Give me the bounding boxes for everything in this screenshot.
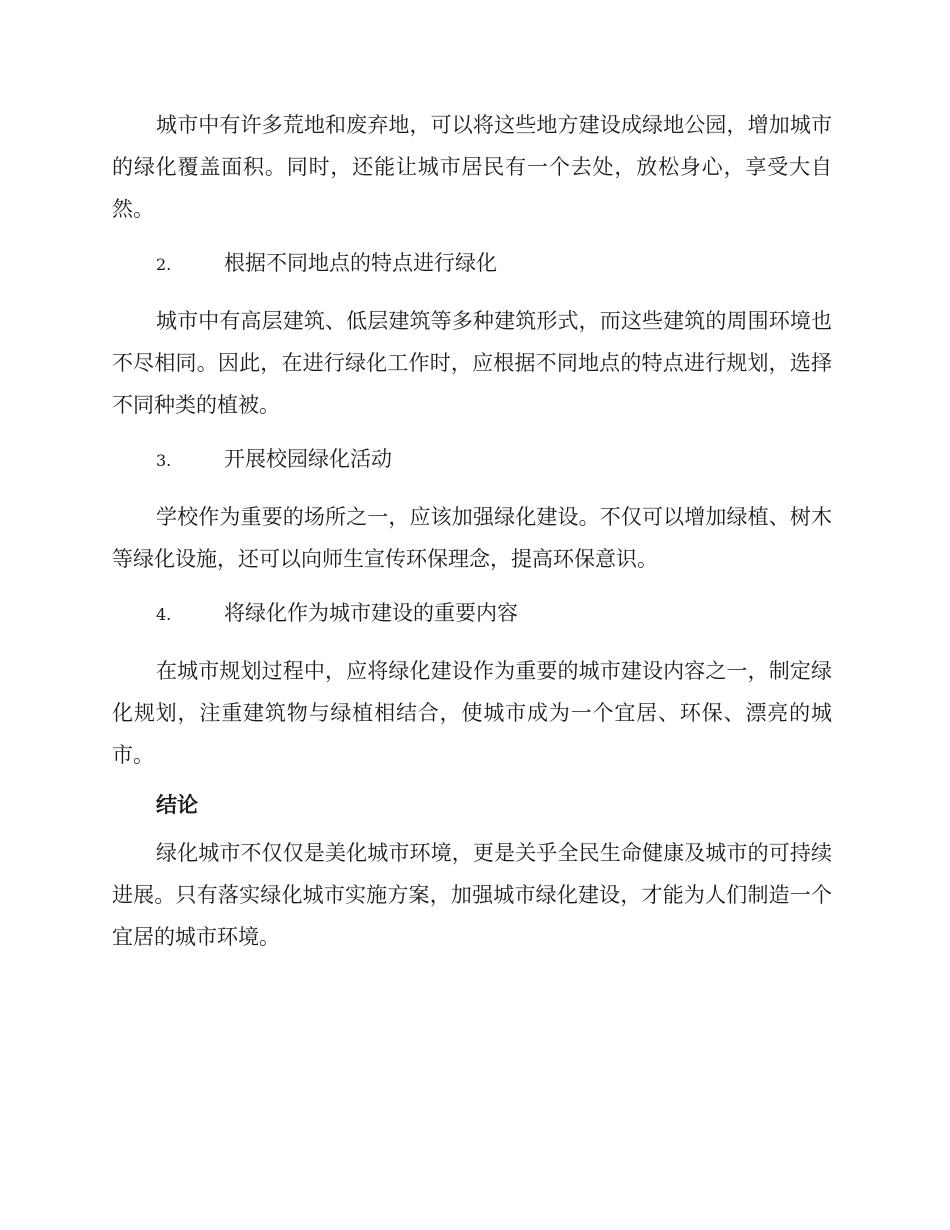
paragraph-wasteland-parks: 城市中有许多荒地和废弃地，可以将这些地方建设成绿地公园，增加城市的绿化覆盖面积。同时，还能让城市居民有一个去处，放松身心，享受大自然。 — [112, 113, 832, 221]
list-item-4 — [112, 592, 832, 636]
paragraph-conclusion: 绿化城市不仅仅是美化城市环境，更是关乎全民生命健康及城市的可持续进展。只有落实绿化城市实施方案，加强城市绿化建设，才能为人们制造一个宜居的城市环境。 — [112, 841, 832, 949]
list-number: 3. — [156, 451, 172, 470]
list-item-title: 将绿化作为城市建设的重要内容 — [224, 601, 518, 625]
paragraph-campus-greening: 学校作为重要的场所之一，应该加强绿化建设。不仅可以增加绿植、树木等绿化设施，还可以向师生宣传环保理念，提高环保意识。 — [112, 505, 832, 571]
conclusion-heading: 结论 — [156, 793, 198, 817]
list-item-2 — [112, 242, 832, 286]
list-item-title: 根据不同地点的特点进行绿化 — [224, 251, 497, 275]
list-number: 4. — [156, 605, 172, 624]
list-item-title: 开展校园绿化活动 — [224, 447, 392, 471]
list-item-3 — [112, 438, 832, 482]
paragraph-location-greening: 城市中有高层建筑、低层建筑等多种建筑形式，而这些建筑的周围环境也不尽相同。因此，在进行绿化工作时，应根据不同地点的特点进行规划，选择不同种类的植被。 — [112, 309, 832, 417]
list-number: 2. — [156, 255, 172, 274]
document-page — [112, 104, 832, 958]
paragraph-urban-planning: 在城市规划过程中，应将绿化建设作为重要的城市建设内容之一，制定绿化规划，注重建筑物与绿植相结合，使城市成为一个宜居、环保、漂亮的城市。 — [112, 659, 832, 767]
